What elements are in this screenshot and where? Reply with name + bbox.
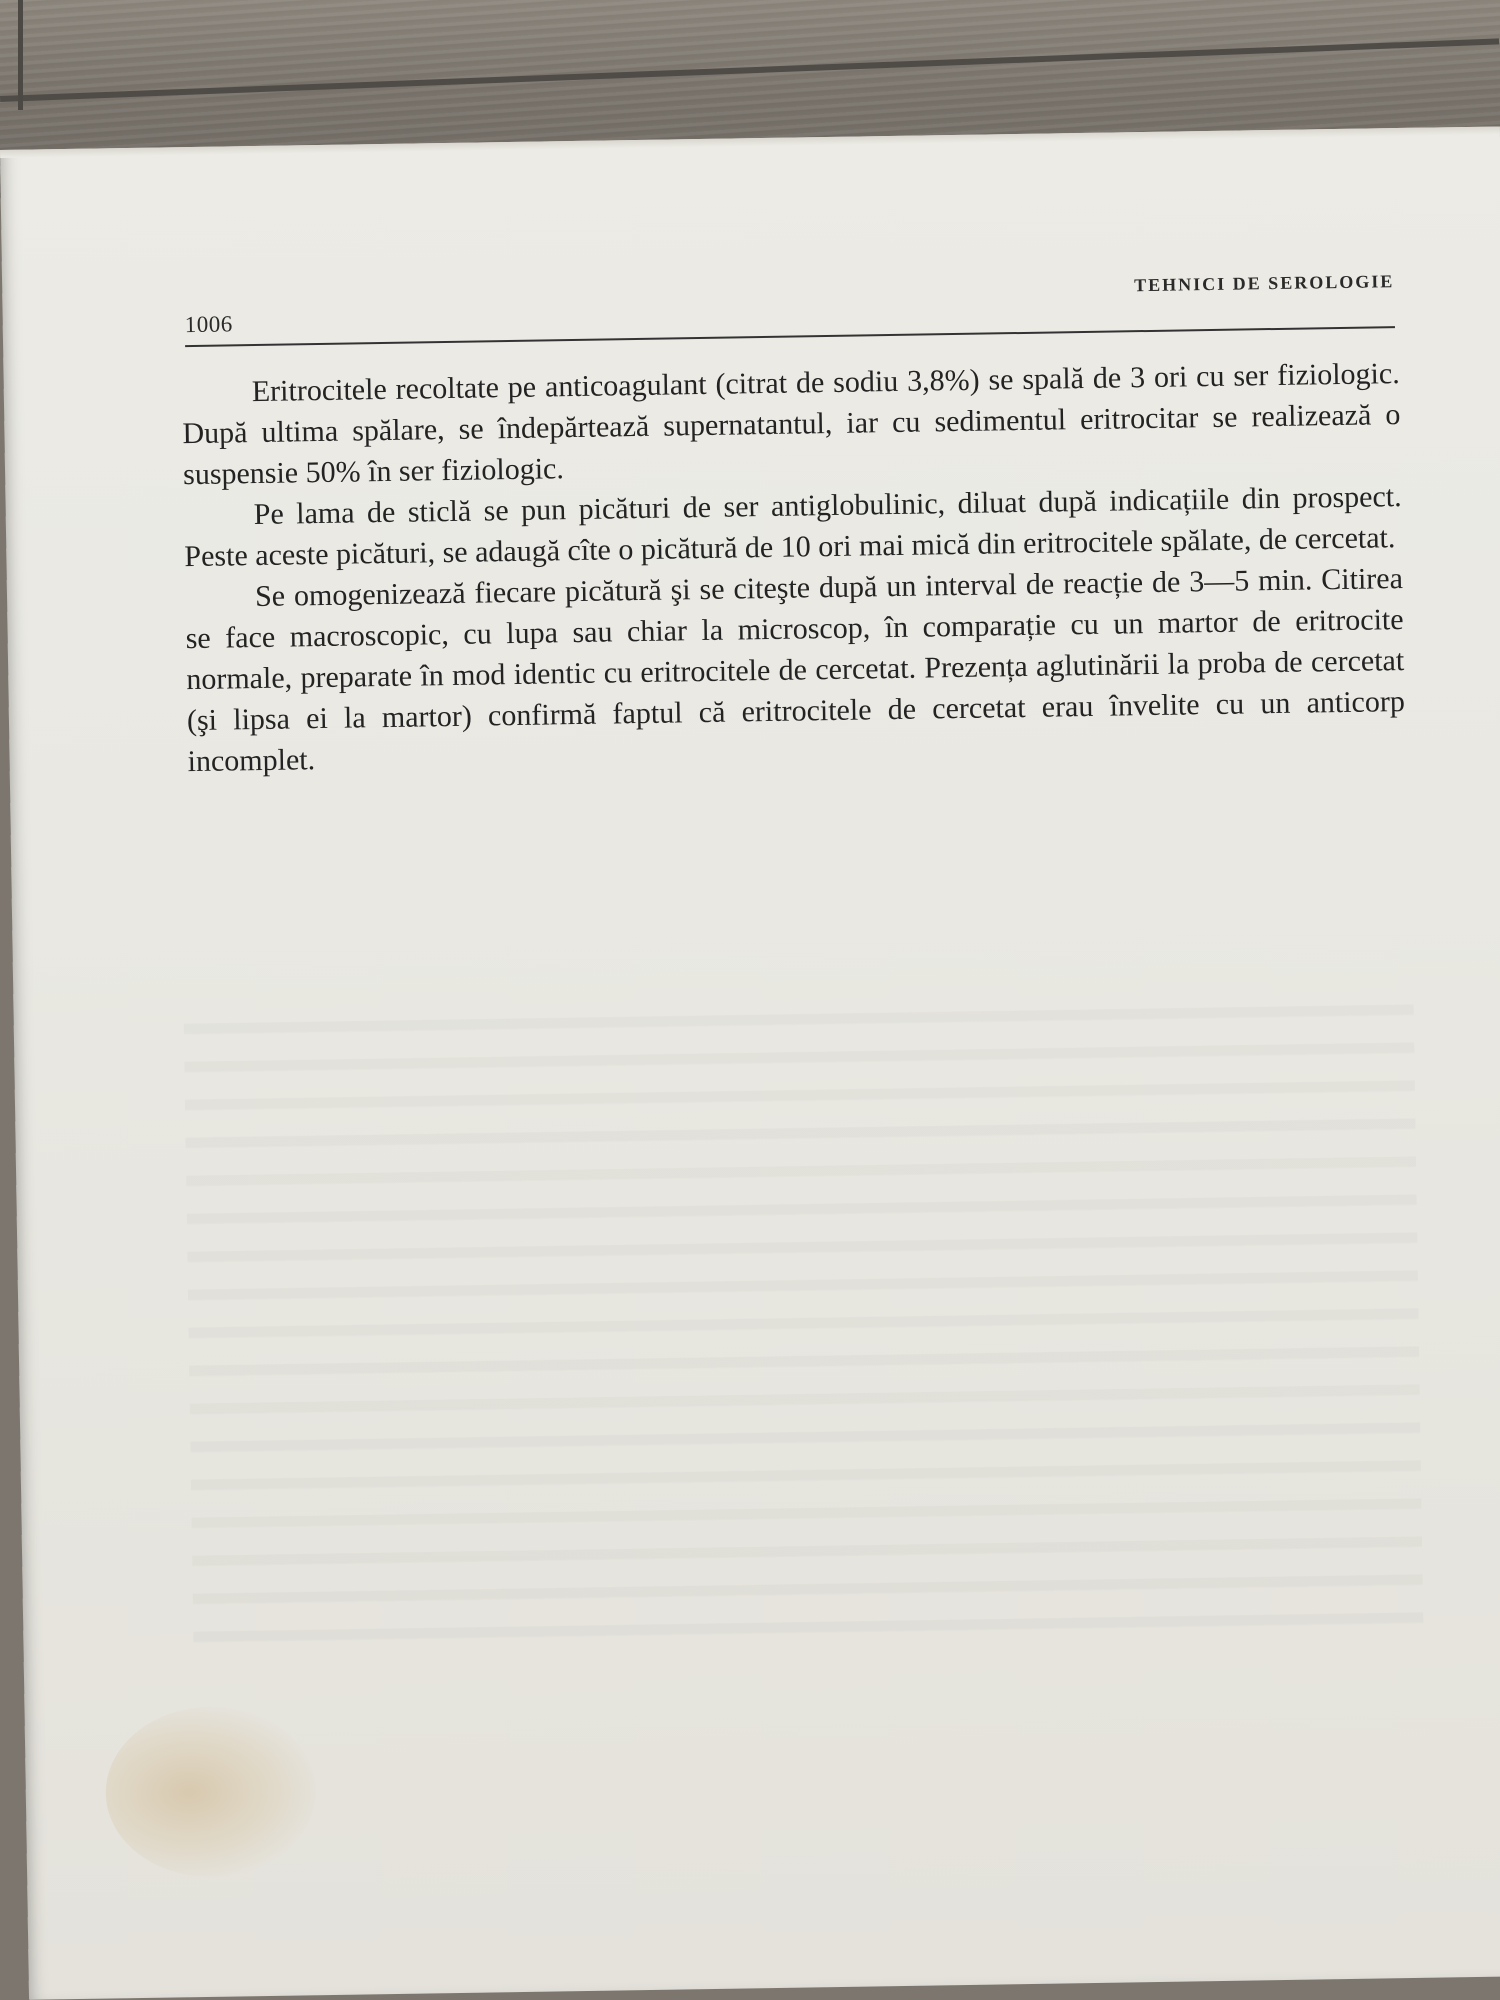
body-text xyxy=(182,353,1406,782)
book-page xyxy=(0,126,1500,1999)
page-stain xyxy=(104,1705,317,1878)
table-plank-edge xyxy=(18,0,23,110)
section-title: TEHNICI DE SEROLOGIE xyxy=(1134,271,1395,296)
bleed-through-text-shadow xyxy=(183,978,1423,1647)
page-number: 1006 xyxy=(184,311,233,338)
paragraph: Se omogenizează fiecare picătură şi se citeşte după un interval de reacție de 3—5 min. Citirea se face macroscopic, cu lupa sau chiar la microscop, în comparație cu un martor de eritrocite normale, preparate în mod identic cu eritrocitele de cercetat. Prezența aglutinării la proba de cercetat (şi lipsa ei la martor) confirmă faptul că eritrocitele de cercetat erau învelite cu un anticorp incomplet. xyxy=(185,562,1406,779)
table-plank-seam xyxy=(0,38,1499,102)
paragraph: Pe lama de sticlă se pun picături de ser antiglobulinic, diluat după indicațiile din prospect. Peste aceste picături, se adaugă cîte o picătură de 10 ori mai mică din eritrocitele spălate, de cercetat. xyxy=(184,480,1402,574)
paragraph: Eritrocitele recoltate pe anticoagulant (citrat de sodiu 3,8%) se spală de 3 ori cu ser fiziologic. După ultima spălare, se îndepărtează supernatantul, iar cu sedimentul eritrocitar se realizează o suspensie 50% în ser fiziologic. xyxy=(182,357,1401,492)
